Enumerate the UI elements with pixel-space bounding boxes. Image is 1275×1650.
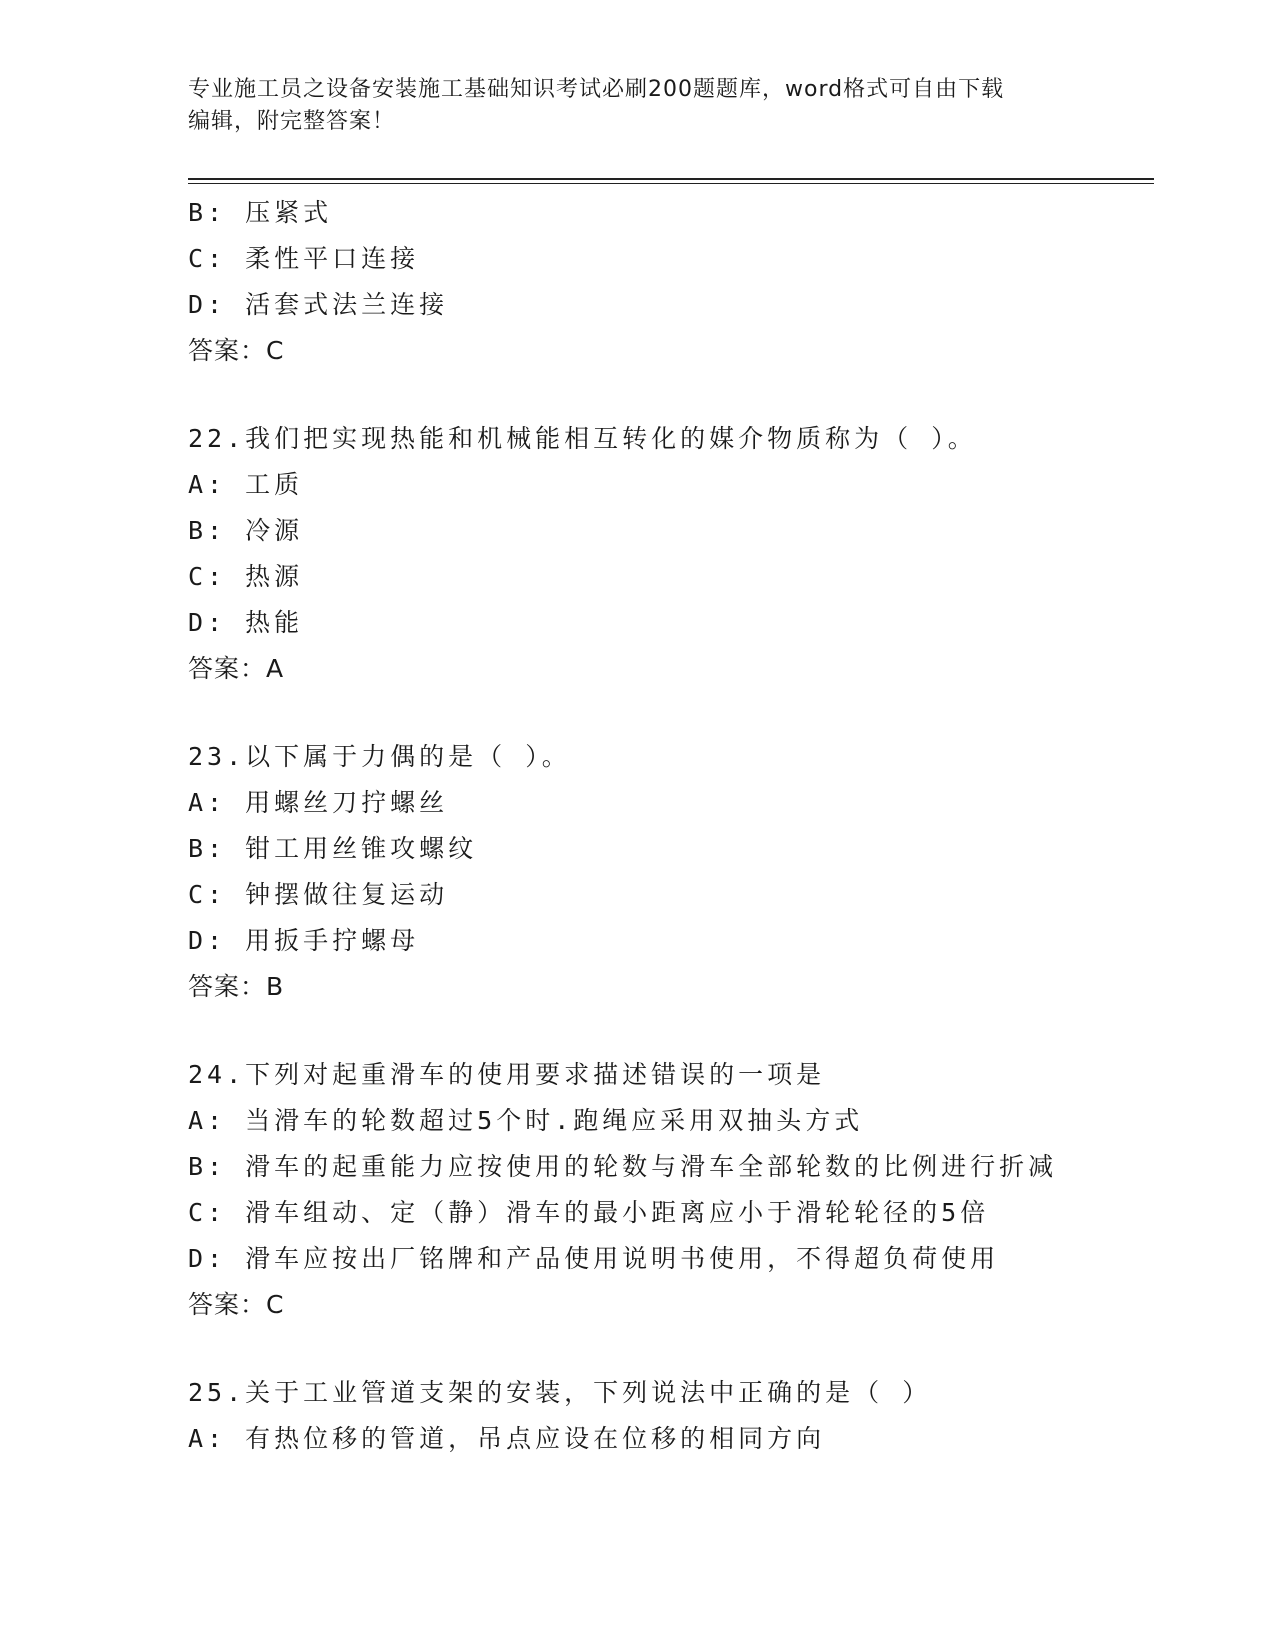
option-d: D: 活套式法兰连接 (188, 290, 449, 319)
question-stem: 24.下列对起重滑车的使用要求描述错误的一项是 (188, 1060, 826, 1089)
question-23 (188, 734, 1154, 1010)
option-c: C: 滑车组动、定（静）滑车的最小距离应小于滑轮轮径的5倍 (188, 1198, 990, 1227)
option-a: A: 当滑车的轮数超过5个时.跑绳应采用双抽头方式 (188, 1106, 864, 1135)
question-stem: 22.我们把实现热能和机械能相互转化的媒介物质称为（ ）。 (188, 424, 977, 453)
option-c: C: 热源 (188, 562, 304, 591)
option-d: D: 滑车应按出厂铭牌和产品使用说明书使用，不得超负荷使用 (188, 1244, 1000, 1273)
header-title-line-2: 编辑，附完整答案！ (188, 109, 396, 134)
question-24 (188, 1052, 1154, 1328)
answer-line: 答案：C (188, 336, 285, 365)
header-divider-thin (188, 183, 1154, 184)
option-b: B: 钳工用丝锥攻螺纹 (188, 834, 478, 863)
question-25 (188, 1370, 1154, 1462)
option-b: B: 滑车的起重能力应按使用的轮数与滑车全部轮数的比例进行折减 (188, 1152, 1058, 1181)
answer-line: 答案：B (188, 972, 285, 1001)
answer-line: 答案：A (188, 654, 285, 683)
answer-line: 答案：C (188, 1290, 285, 1319)
question-22 (188, 416, 1154, 692)
option-a: A: 用螺丝刀拧螺丝 (188, 788, 449, 817)
option-d: D: 热能 (188, 608, 304, 637)
option-b: B: 压紧式 (188, 198, 333, 227)
document-header (188, 74, 1078, 138)
header-title-line-1: 专业施工员之设备安装施工基础知识考试必刷200题题库，word格式可自由下载 (188, 77, 1005, 102)
question-list (188, 190, 1154, 1462)
header-divider-thick (188, 178, 1154, 180)
option-a: A: 有热位移的管道，吊点应设在位移的相同方向 (188, 1424, 826, 1453)
option-b: B: 冷源 (188, 516, 304, 545)
option-c: C: 柔性平口连接 (188, 244, 420, 273)
question-21-continued (188, 190, 1154, 374)
question-stem: 25.关于工业管道支架的安装，下列说法中正确的是（ ） (188, 1378, 932, 1407)
option-a: A: 工质 (188, 470, 304, 499)
question-stem: 23.以下属于力偶的是（ ）。 (188, 742, 571, 771)
option-d: D: 用扳手拧螺母 (188, 926, 420, 955)
option-c: C: 钟摆做往复运动 (188, 880, 449, 909)
